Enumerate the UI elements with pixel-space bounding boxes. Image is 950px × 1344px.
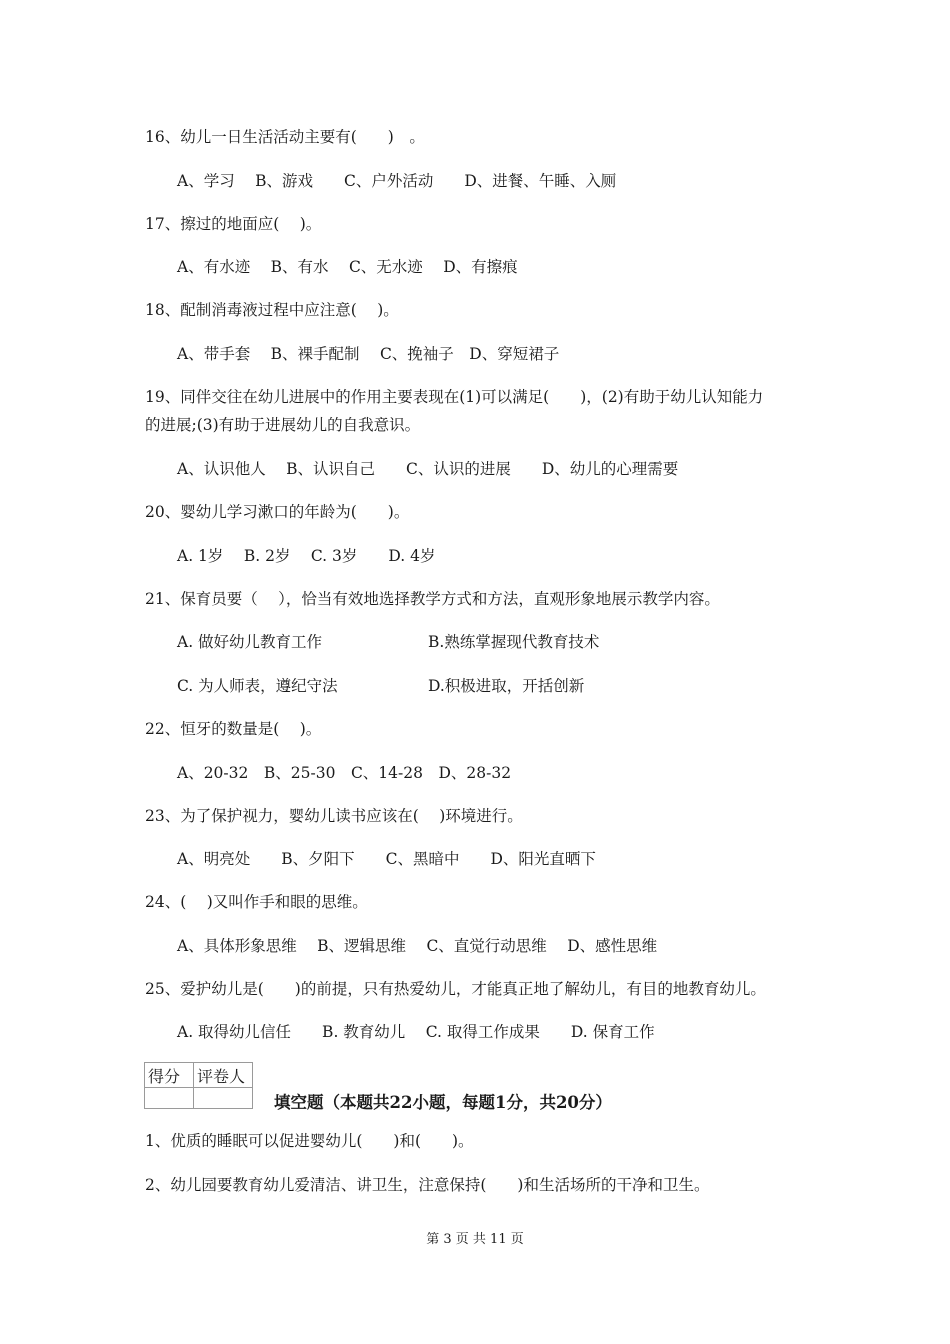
question-16-options: A、学习 B、游戏 C、户外活动 D、进餐、午睡、入厕	[177, 172, 617, 190]
question-24-stem: 24、( )又叫作手和眼的思维。	[145, 893, 368, 911]
question-20-stem: 20、婴幼儿学习漱口的年龄为( )。	[145, 503, 410, 521]
question-24-options: A、具体形象思维 B、逻辑思维 C、直觉行动思维 D、感性思维	[177, 937, 658, 955]
question-17-stem: 17、擦过的地面应( )。	[145, 215, 322, 233]
score-label: 得分	[145, 1063, 194, 1088]
fill-question-1: 1、优质的睡眠可以促进婴幼儿( )和( )。	[145, 1132, 474, 1150]
fill-question-2: 2、幼儿园要教育幼儿爱清洁、讲卫生，注意保持( )和生活场所的干净和卫生。	[145, 1176, 710, 1194]
question-20-options: A. 1岁 B. 2岁 C. 3岁 D. 4岁	[177, 547, 436, 565]
question-21-option-b: B.熟练掌握现代教育技术	[428, 633, 600, 651]
question-21-stem: 21、保育员要（ ），恰当有效地选择教学方式和方法，直观形象地展示教学内容。	[145, 590, 720, 608]
question-25-options: A. 取得幼儿信任 B. 教育幼儿 C. 取得工作成果 D. 保育工作	[177, 1023, 655, 1041]
question-16-stem: 16、幼儿一日生活活动主要有( ) 。	[145, 128, 425, 146]
grader-label: 评卷人	[194, 1063, 253, 1088]
page-footer: 第 3 页 共 11 页	[426, 1232, 524, 1247]
question-19-stem-continued: 的进展;(3)有助于进展幼儿的自我意识。	[145, 416, 421, 434]
score-box	[144, 1062, 253, 1109]
section-title: 填空题（本题共22小题，每题1分，共20分）	[274, 1093, 612, 1112]
question-21-option-d: D.积极进取，开括创新	[428, 677, 585, 695]
question-19-options: A、认识他人 B、认识自己 C、认识的进展 D、幼儿的心理需要	[177, 460, 679, 478]
question-22-stem: 22、恒牙的数量是( )。	[145, 720, 322, 738]
question-25-stem: 25、爱护幼儿是( )的前提，只有热爱幼儿，才能真正地了解幼儿，有目的地教育幼儿。	[145, 980, 766, 998]
question-21-option-c: C. 为人师表，遵纪守法	[177, 677, 338, 695]
question-22-options: A、20-32 B、25-30 C、14-28 D、28-32	[177, 764, 512, 782]
question-18-options: A、带手套 B、裸手配制 C、挽袖子 D、穿短裙子	[177, 345, 560, 363]
score-cell	[145, 1088, 194, 1109]
question-17-options: A、有水迹 B、有水 C、无水迹 D、有擦痕	[177, 258, 518, 276]
question-18-stem: 18、配制消毒液过程中应注意( )。	[145, 301, 399, 319]
question-19-stem: 19、同伴交往在幼儿进展中的作用主要表现在(1)可以满足( )，(2)有助于幼儿认知能力	[145, 388, 764, 406]
question-23-stem: 23、为了保护视力，婴幼儿读书应该在( )环境进行。	[145, 807, 523, 825]
question-23-options: A、明亮处 B、夕阳下 C、黑暗中 D、阳光直晒下	[177, 850, 596, 868]
question-21-option-a: A. 做好幼儿教育工作	[177, 633, 323, 651]
grader-cell	[194, 1088, 253, 1109]
